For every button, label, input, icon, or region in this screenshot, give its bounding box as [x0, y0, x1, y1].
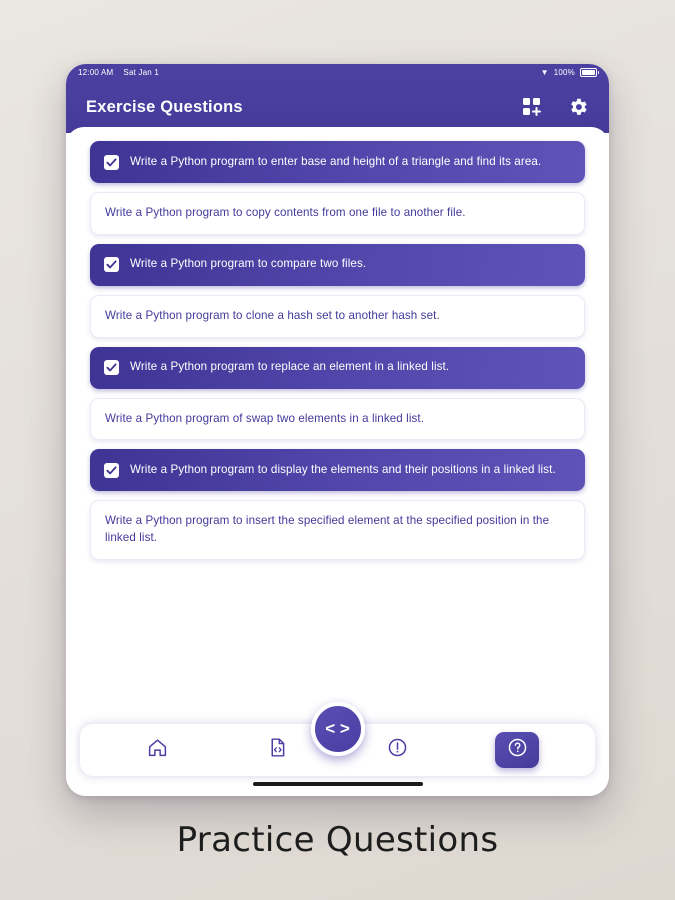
- question-text: Write a Python program to insert the specified element at the specified position in the linked list.: [105, 514, 550, 545]
- page-title: Exercise Questions: [86, 97, 243, 116]
- nav-item-code-file[interactable]: [256, 732, 300, 768]
- app-bar-actions: [521, 96, 589, 118]
- code-brackets-icon[interactable]: [311, 702, 365, 756]
- list-item[interactable]: [90, 192, 585, 235]
- nav-item-home[interactable]: [136, 732, 180, 768]
- question-text: Write a Python program to clone a hash set to another hash set.: [105, 308, 440, 322]
- app-bar: [66, 81, 609, 133]
- list-item[interactable]: [90, 295, 585, 338]
- bottom-nav-area: [66, 719, 609, 796]
- battery-icon: [580, 68, 597, 77]
- home-indicator: [253, 782, 423, 786]
- wifi-icon: ▼: [540, 67, 549, 77]
- fab-label: < >: [325, 719, 350, 738]
- home-icon: [147, 737, 168, 763]
- question-text: Write a Python program to display the elements and their positions in a linked list.: [130, 462, 556, 476]
- question-text: Write a Python program to copy contents from one file to another file.: [105, 206, 466, 219]
- status-bar-time: 12:00 AM: [78, 68, 114, 77]
- grid-add-icon[interactable]: [521, 96, 543, 118]
- question-checkbox[interactable]: [104, 360, 119, 375]
- tablet-device-frame: [66, 64, 609, 796]
- status-bar: [66, 64, 609, 81]
- caption-text: Practice Questions: [176, 820, 499, 860]
- question-checkbox[interactable]: [104, 257, 119, 272]
- status-bar-battery-percent: 100%: [553, 68, 575, 77]
- question-text: Write a Python program to enter base and height of a triangle and find its area.: [130, 154, 542, 168]
- list-item[interactable]: [90, 500, 585, 560]
- status-bar-date: Sat Jan 1: [123, 68, 160, 77]
- code-file-icon: [267, 737, 288, 763]
- list-item[interactable]: [90, 141, 585, 183]
- question-circle-icon: [507, 737, 528, 763]
- exclamation-circle-icon: [387, 737, 408, 763]
- list-item[interactable]: [90, 244, 585, 286]
- question-text: Write a Python program to compare two files.: [130, 257, 367, 271]
- gear-icon[interactable]: [567, 96, 589, 118]
- nav-item-help[interactable]: [495, 732, 539, 768]
- list-item[interactable]: [90, 449, 585, 491]
- question-list[interactable]: [66, 127, 609, 724]
- list-item[interactable]: [90, 347, 585, 389]
- question-text: Write a Python program to replace an element in a linked list.: [130, 360, 450, 374]
- question-checkbox[interactable]: [104, 155, 119, 170]
- question-checkbox[interactable]: [104, 463, 119, 478]
- nav-item-info[interactable]: [375, 732, 419, 768]
- question-text: Write a Python program of swap two elements in a linked list.: [105, 411, 425, 425]
- list-item[interactable]: [90, 398, 585, 441]
